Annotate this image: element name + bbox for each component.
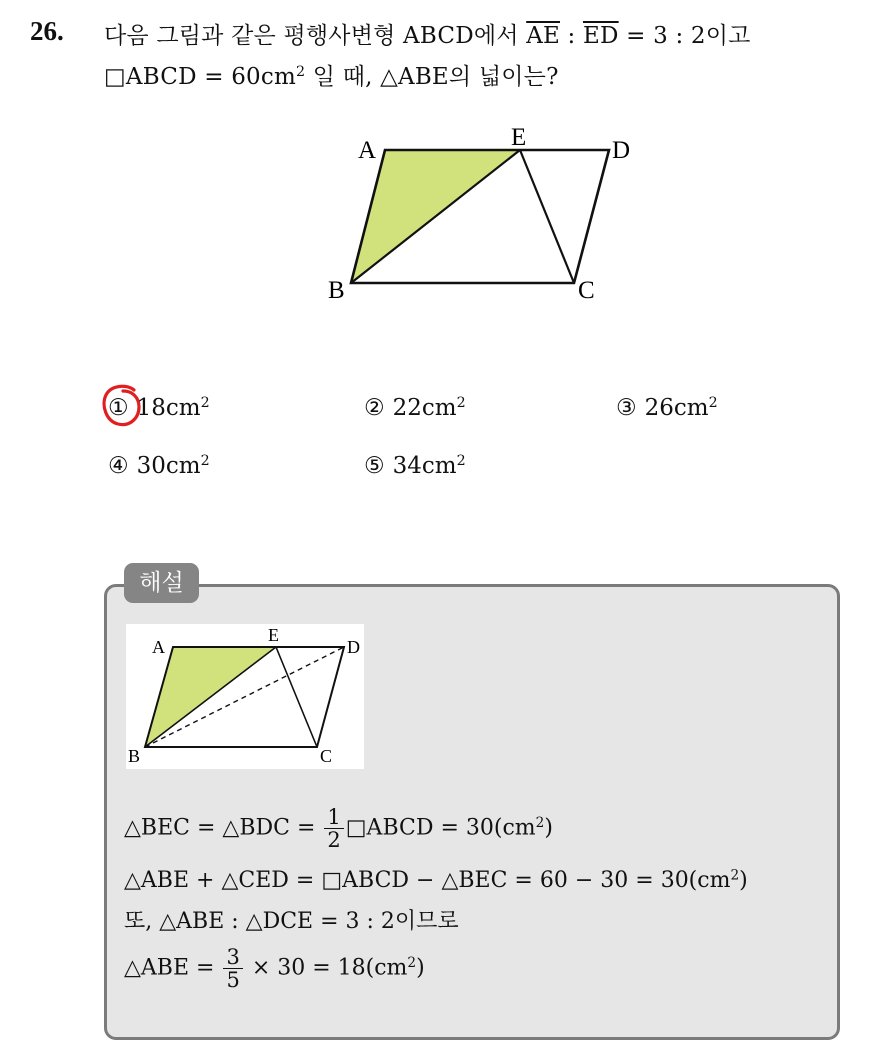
label-c: C (578, 277, 595, 304)
choice-3[interactable]: ③ $26cm^2$ (616, 395, 718, 421)
label-e: E (511, 124, 527, 151)
solution-eq-3: 또, △ABE : △DCE = 3 : 2이므로 (124, 909, 459, 934)
fraction-three-fifths: $\frac{3}{5}$ (223, 946, 242, 991)
parallelogram-figure (320, 122, 650, 312)
choice-2[interactable]: ② $22cm^2$ (364, 395, 466, 421)
segment-ed: $\overline{ED}$ (582, 23, 619, 49)
question-line-1: 다음 그림과 같은 평행사변형 ABCD에서 $\overline{AE}$ : $\overline{ED} = 3$ : 2이고 (104, 23, 751, 49)
solution-tab: 해설 (124, 563, 199, 603)
label-d: D (612, 137, 631, 164)
question-line-2: □ABCD = $60cm^2$ 일 때, △ABE의 넓이는? (104, 64, 559, 90)
question-number: 26. (30, 16, 64, 46)
label-b: B (328, 277, 345, 304)
label-c-solution: C (320, 746, 333, 766)
choice-4[interactable]: ④ $30cm^2$ (108, 453, 210, 479)
label-e-solution: E (268, 625, 279, 645)
label-a: A (358, 137, 377, 164)
solution-figure (126, 624, 364, 769)
label-b-solution: B (128, 746, 141, 766)
solution-eq-1: △BEC = △BDC = $\frac{1}{2}$ □ABCD = $30(cm^2)$ (124, 805, 553, 852)
fraction-one-half: $\frac{1}{2}$ (324, 806, 343, 851)
segment-ec (520, 150, 574, 283)
label-d-solution: D (347, 637, 360, 657)
choice-1[interactable]: ① $18cm^2$ (108, 395, 210, 421)
segment-ae: $\overline{AE}$ (526, 23, 560, 49)
choice-5[interactable]: ⑤ $34cm^2$ (364, 453, 466, 479)
label-a-solution: A (152, 637, 165, 657)
solution-eq-4: △ABE = $\frac{3}{5}$ × $30 = 18(cm^2)$ (124, 945, 425, 992)
solution-eq-2: △ABE + △CED = □ABCD − △BEC = $60 - 30 = 30(cm^2)$ (124, 867, 748, 893)
